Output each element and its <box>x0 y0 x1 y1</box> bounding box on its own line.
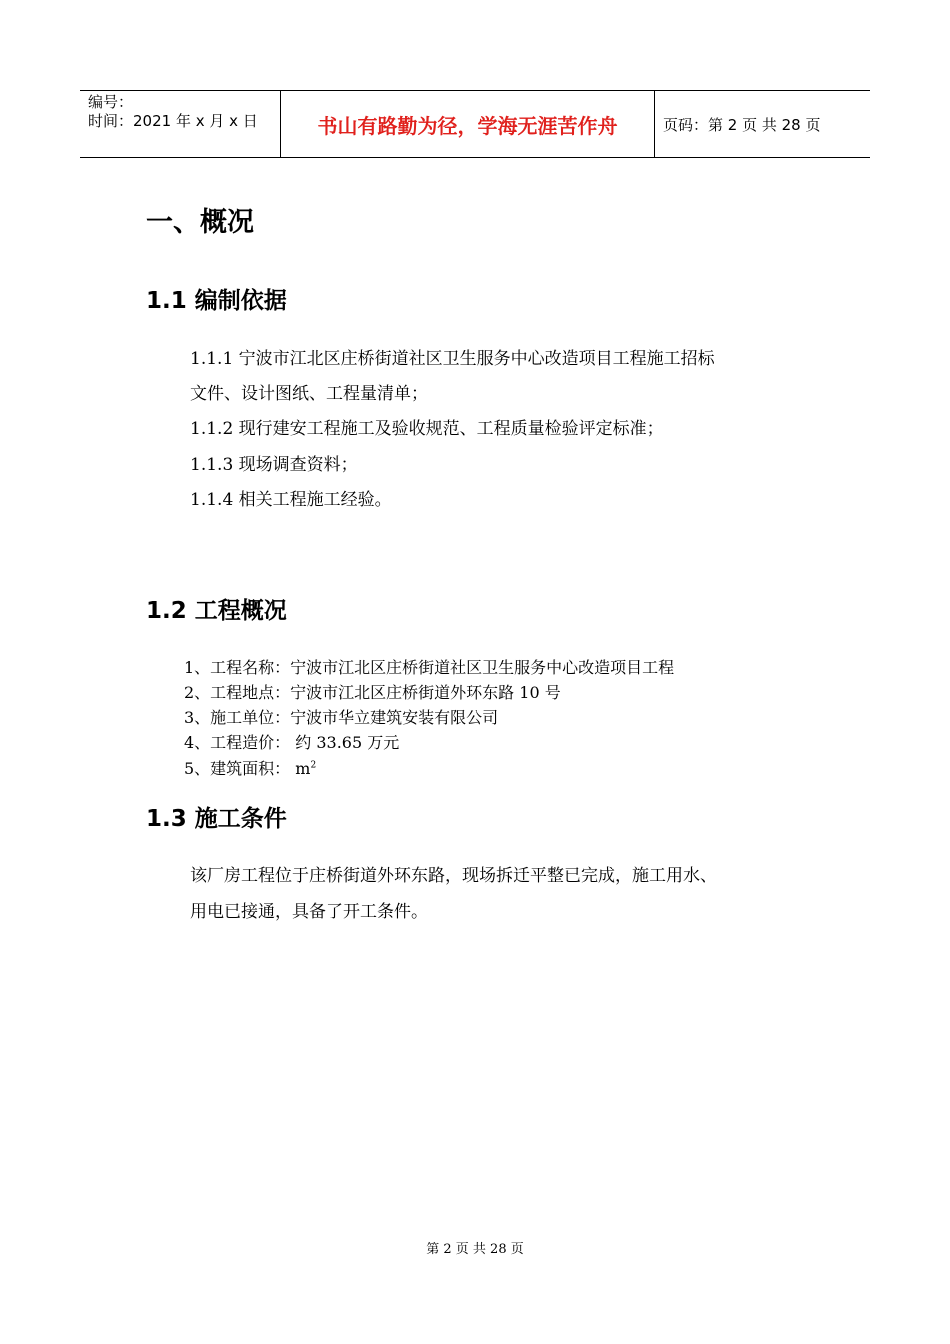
condition-line-1: 该厂房工程位于庄桥街道外环东路，现场拆迁平整已完成，施工用水、 <box>190 866 717 886</box>
basis-line-4: 1.1.4 相关工程施工经验。 <box>190 490 392 510</box>
basis-line-1b: 文件、设计图纸、工程量清单； <box>190 384 428 404</box>
time-label: 时间：2021 年 x 月 x 日 <box>88 112 258 130</box>
page-footer: 第 2 页 共 28 页 <box>426 1242 524 1257</box>
overview-item-4: 4、工程造价： 约 33.65 万元 <box>184 733 400 752</box>
overview-item-5-text: 5、建筑面积： m <box>184 759 311 778</box>
overview-item-1: 1、工程名称：宁波市江北区庄桥街道社区卫生服务中心改造项目工程 <box>184 658 675 677</box>
number-label: 编号： <box>88 93 134 111</box>
basis-line-1: 1.1.1 宁波市江北区庄桥街道社区卫生服务中心改造项目工程施工招标 <box>190 349 715 369</box>
basis-line-2: 1.1.2 现行建安工程施工及验收规范、工程质量检验评定标准； <box>190 419 664 439</box>
header-slogan: 书山有路勤为径，学海无涯苦作舟 <box>281 91 655 157</box>
page-title: 一、概况 <box>146 207 254 238</box>
overview-item-5 <box>184 756 316 779</box>
header-meta <box>80 91 281 157</box>
header-page-label: 页码：第 2 页 共 28 页 <box>663 115 821 134</box>
overview-item-3: 3、施工单位：宁波市华立建筑安装有限公司 <box>184 708 499 727</box>
overview-item-2: 2、工程地点：宁波市江北区庄桥街道外环东路 10 号 <box>184 683 561 702</box>
heading-1-1: 1.1 编制依据 <box>146 288 287 314</box>
heading-1-3: 1.3 施工条件 <box>146 806 287 832</box>
condition-line-2: 用电已接通，具备了开工条件。 <box>190 902 428 922</box>
page-header <box>80 90 870 158</box>
basis-line-3: 1.1.3 现场调查资料； <box>190 455 358 475</box>
heading-1-2: 1.2 工程概况 <box>146 598 287 624</box>
superscript: 2 <box>310 760 317 771</box>
